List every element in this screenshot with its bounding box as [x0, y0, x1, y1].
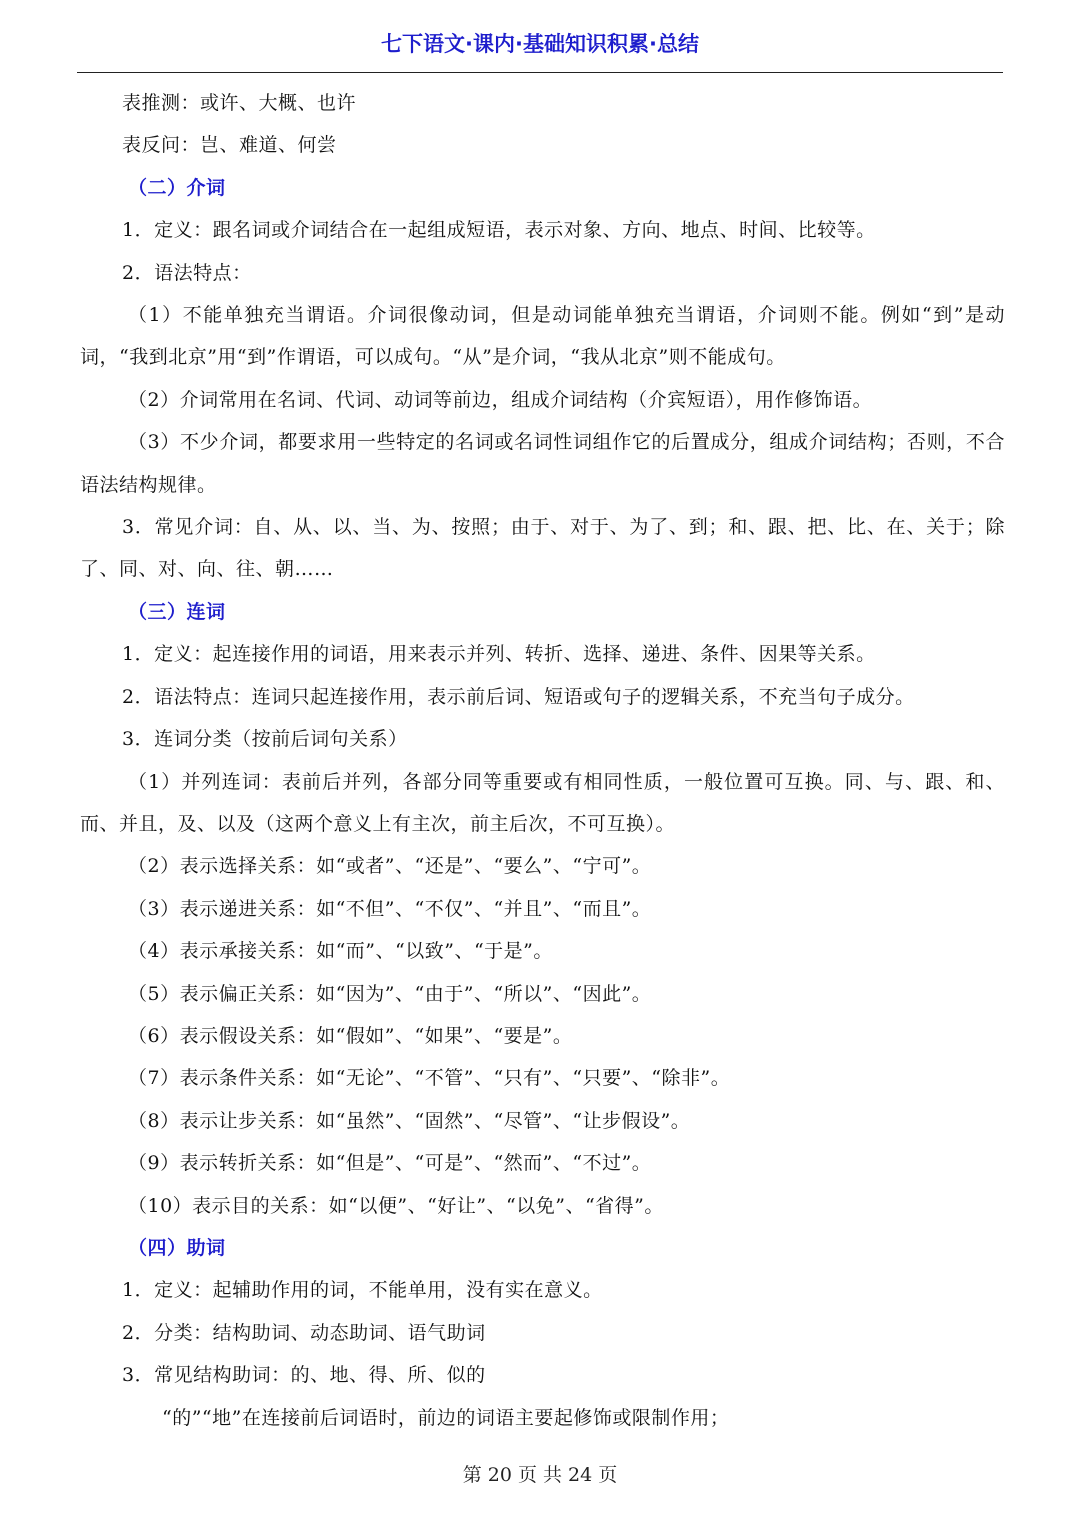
text-line: 2．语法特点：连词只起连接作用，表示前后词、短语或句子的逻辑关系，不充当句子成分。: [122, 685, 915, 708]
list-item: （2）表示选择关系：如“或者”、“还是”、“要么”、“宁可”。: [128, 855, 652, 878]
text-line: “的”“地”在连接前后词语时，前边的词语主要起修饰或限制作用；: [162, 1406, 730, 1429]
list-item: （4）表示承接关系：如“而”、“以致”、“于是”。: [128, 940, 553, 963]
list-item: （6）表示假设关系：如“假如”、“如果”、“要是”。: [128, 1024, 573, 1047]
list-item: （7）表示条件关系：如“无论”、“不管”、“只有”、“只要”、“除非”。: [128, 1067, 731, 1090]
section-heading-particles: （四）助词: [128, 1236, 226, 1259]
document-body: [80, 82, 1005, 1439]
text-line: 1．定义：起辅助作用的词，不能单用，没有实在意义。: [122, 1279, 603, 1302]
text-paragraph: （3）不少介词，都要求用一些特定的名词或名词性词组作它的后置成分，组成介词结构；否则，不合语法结构规律。: [80, 431, 1005, 496]
text-line: （2）介词常用在名词、代词、动词等前边，组成介词结构（介宾短语），用作修饰语。: [128, 388, 873, 411]
text-line: 3．常见结构助词：的、地、得、所、似的: [122, 1364, 486, 1387]
text-line: 表推测：或许、大概、也许: [122, 92, 357, 114]
list-item: （8）表示让步关系：如“虽然”、“固然”、“尽管”、“让步假设”。: [128, 1109, 691, 1132]
text-paragraph: 3．常见介词：自、从、以、当、为、按照；由于、对于、为了、到；和、跟、把、比、在、关于；除了、同、对、向、往、朝……: [80, 516, 1005, 581]
text-line: 1．定义：起连接作用的词语，用来表示并列、转折、选择、递进、条件、因果等关系。: [122, 643, 876, 666]
section-heading-conjunctions: （三）连词: [128, 600, 226, 623]
text-line: 2．分类：结构助词、动态助词、语气助词: [122, 1321, 486, 1344]
text-paragraph: （1）并列连词：表前后并列，各部分同等重要或有相同性质，一般位置可互换。同、与、跟、和、而、并且，及、以及（这两个意义上有主次，前主后次，不可互换）。: [80, 770, 1005, 835]
list-item: （9）表示转折关系：如“但是”、“可是”、“然而”、“不过”。: [128, 1152, 652, 1175]
page-footer: 第 20 页 共 24 页: [462, 1464, 618, 1486]
text-line: 1．定义：跟名词或介词结合在一起组成短语，表示对象、方向、地点、时间、比较等。: [122, 219, 876, 242]
header-divider: [77, 72, 1003, 73]
text-line: 表反问：岂、难道、何尝: [122, 134, 337, 157]
list-item: （3）表示递进关系：如“不但”、“不仅”、“并且”、“而且”。: [128, 897, 652, 920]
text-line: 2．语法特点：: [122, 261, 252, 284]
text-paragraph: （1）不能单独充当谓语。介词很像动词，但是动词能单独充当谓语，介词则不能。例如“到”是动词，“我到北京”用“到”作谓语，可以成句。“从”是介词，“我从北京”则不能成句。: [80, 304, 1005, 369]
text-line: 3．连词分类（按前后词句关系）: [122, 728, 408, 751]
list-item: （5）表示偏正关系：如“因为”、“由于”、“所以”、“因此”。: [128, 982, 652, 1005]
page-header-title: 七下语文·课内·基础知识积累·总结: [381, 32, 699, 56]
list-item: （10）表示目的关系：如“以便”、“好让”、“以免”、“省得”。: [128, 1194, 664, 1217]
section-heading-prepositions: （二）介词: [128, 176, 226, 199]
